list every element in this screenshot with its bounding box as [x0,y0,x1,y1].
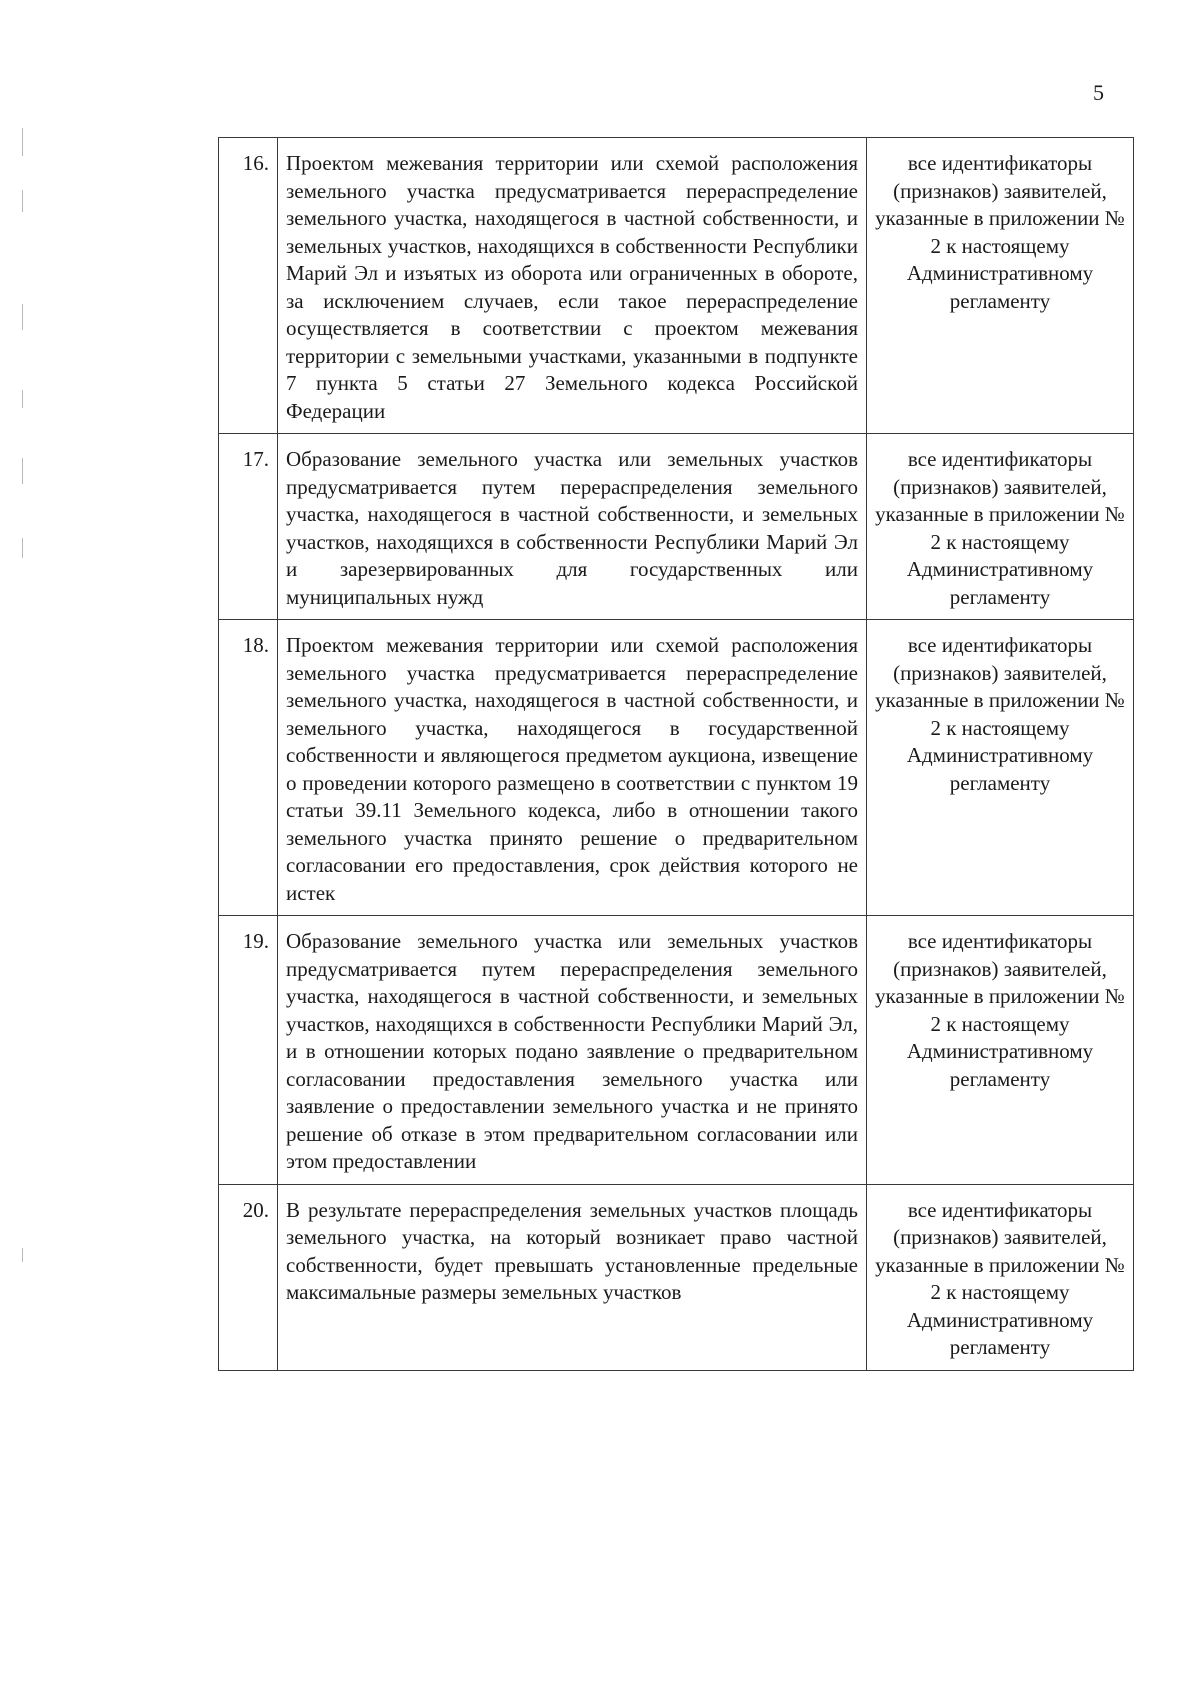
table-row [219,916,1134,1185]
table-row [219,620,1134,916]
refusal-reason-text: В результате перераспределения земельных участков площадь земельного участка, на который возникает право частной собственности, будет превышать установленные предельные максимальные размеры земельных участков [278,1184,867,1370]
applicant-identifiers-text: все идентификаторы (признаков) заявителей, указанные в приложении № 2 к настоящему Административному регламенту [867,1184,1134,1370]
row-number: 16. [219,138,278,434]
refusal-grounds-table [218,137,1134,1371]
applicant-identifiers-text: все идентификаторы (признаков) заявителей, указанные в приложении № 2 к настоящему Административному регламенту [867,620,1134,916]
refusal-reason-text: Проектом межевания территории или схемой расположения земельного участка предусматривается перераспределение земельного участка, находящегося в частной собственности, и земельного участка, находящегося в государственной собственности и являющегося предметом аукциона, извещение о проведении которого размещено в соответствии с пунктом 19 статьи 39.11 Земельного кодекса, либо в отношении такого земельного участка принято решение о предварительном согласовании его предоставления, срок действия которого не истек [278,620,867,916]
table-row [219,1184,1134,1370]
row-number: 19. [219,916,278,1185]
row-number: 20. [219,1184,278,1370]
row-number: 17. [219,434,278,620]
applicant-identifiers-text: все идентификаторы (признаков) заявителей, указанные в приложении № 2 к настоящему Административному регламенту [867,138,1134,434]
refusal-reason-text: Образование земельного участка или земельных участков предусматривается путем перераспределения земельного участка, находящегося в частной собственности, и земельных участков, находящихся в собственности Республики Марий Эл и зарезервированных для государственных или муниципальных нужд [278,434,867,620]
scan-edge-marks [20,128,26,1308]
page-number: 5 [1093,80,1104,105]
refusal-reason-text: Образование земельного участка или земельных участков предусматривается путем перераспределения земельного участка, находящегося в частной собственности, и земельных участков, находящихся в собственности Республики Марий Эл, и в отношении которых подано заявление о предварительном согласовании предоставления земельного участка или заявление о предоставлении земельного участка и не принято решение об отказе в этом предварительном согласовании или этом предоставлении [278,916,867,1185]
row-number: 18. [219,620,278,916]
table-row [219,434,1134,620]
applicant-identifiers-text: все идентификаторы (признаков) заявителей, указанные в приложении № 2 к настоящему Административному регламенту [867,434,1134,620]
table-row [219,138,1134,434]
applicant-identifiers-text: все идентификаторы (признаков) заявителей, указанные в приложении № 2 к настоящему Административному регламенту [867,916,1134,1185]
refusal-reason-text: Проектом межевания территории или схемой расположения земельного участка предусматривается перераспределение земельного участка, находящегося в частной собственности, и земельных участков, находящихся в собственности Республики Марий Эл и изъятых из оборота или ограниченных в обороте, за исключением случаев, если такое перераспределение осуществляется в соответствии с проектом межевания территории с земельными участками, указанными в подпункте 7 пункта 5 статьи 27 Земельного кодекса Российской Федерации [278,138,867,434]
